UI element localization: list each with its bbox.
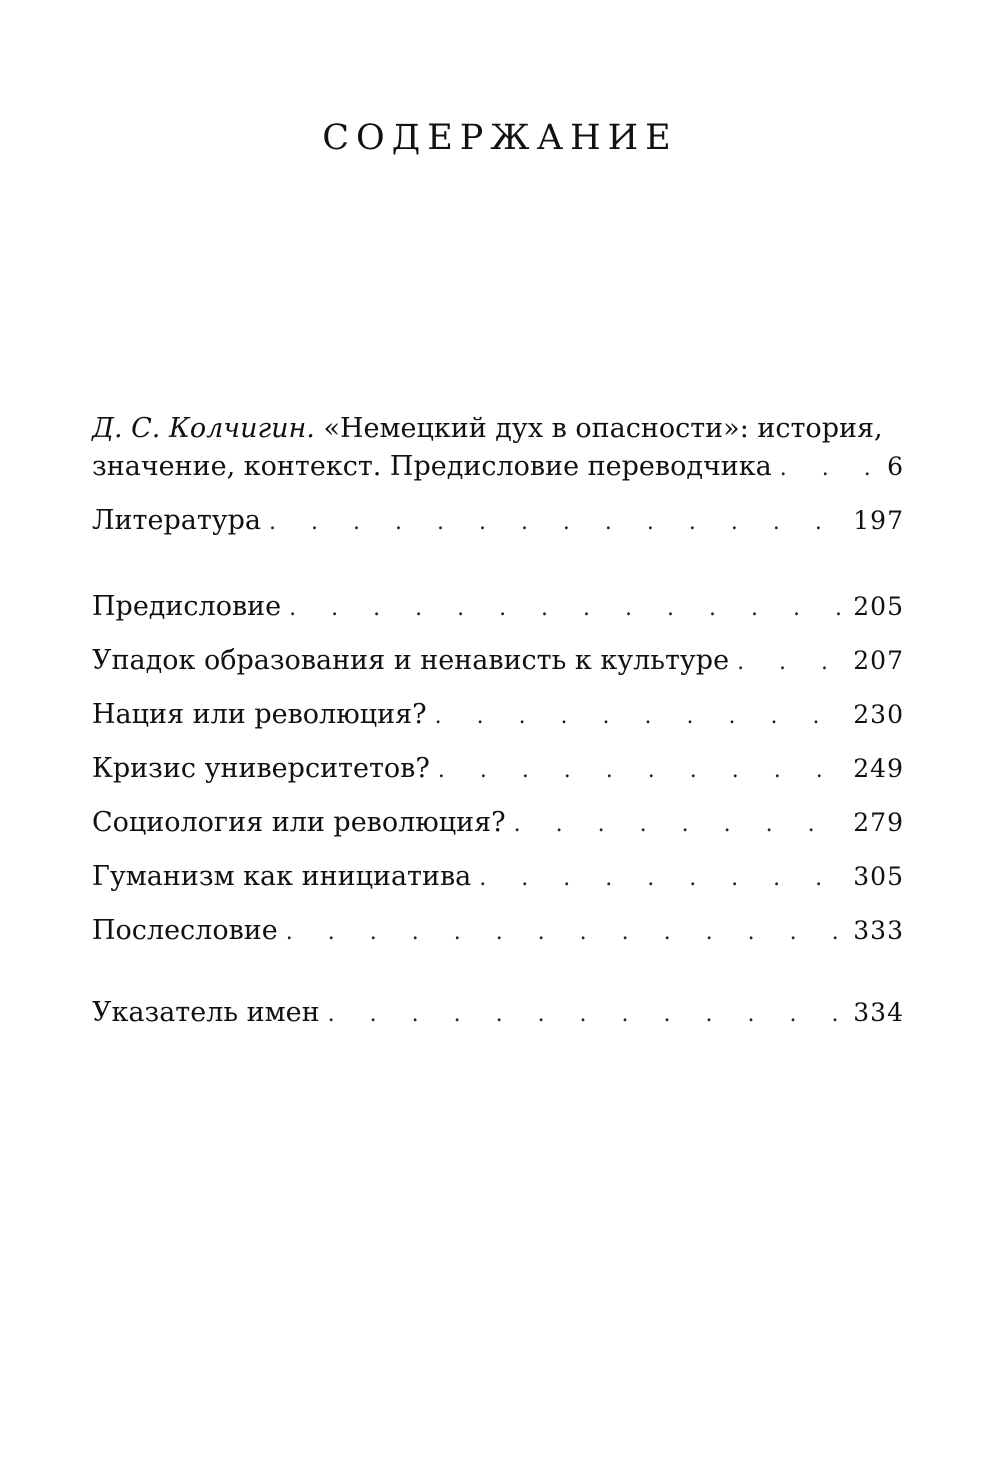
toc-entry-sociology-or-revolution[interactable]: [92, 804, 904, 844]
toc-entry-university-crisis[interactable]: [92, 750, 904, 790]
toc-entry-afterword[interactable]: [92, 912, 904, 952]
dot-leader: [438, 752, 845, 790]
toc-entry-literature[interactable]: [92, 502, 904, 542]
toc-entry-page: 334: [853, 998, 904, 1027]
toc-entry-preface[interactable]: [92, 588, 904, 628]
toc-entry-title: Социология или революция?: [92, 807, 506, 838]
toc-entry-page: 333: [853, 916, 904, 945]
toc-entry-page: 279: [853, 808, 904, 837]
toc-entry-title: Кризис университетов?: [92, 753, 430, 784]
toc-entry-page: 249: [853, 754, 904, 783]
toc-entry-humanism-as-initiative[interactable]: [92, 858, 904, 898]
dot-leader: [289, 590, 845, 628]
toc-entry-page: 205: [853, 592, 904, 621]
toc-entry-title: Послесловие: [92, 915, 278, 946]
toc-entry-title: Литература: [92, 505, 262, 536]
dot-leader: [514, 806, 846, 844]
toc-entry-title: Нация или революция?: [92, 699, 427, 730]
toc-entry-preface-translator[interactable]: [92, 410, 904, 488]
toc-entry-page: 305: [853, 862, 904, 891]
toc-entry-title: Указатель имен: [92, 997, 320, 1028]
toc-entry-title: Гуманизм как инициатива: [92, 861, 472, 892]
page-title: СОДЕРЖАНИЕ: [322, 118, 678, 158]
dot-leader: [780, 450, 879, 488]
toc-entry-page: 6: [887, 452, 904, 481]
dot-leader: [328, 996, 846, 1034]
dot-leader: [435, 698, 846, 736]
toc-entry-title-line2: значение, контекст. Предисловие переводчика: [92, 451, 772, 482]
toc-entry-author: Д. С. Колчигин.: [92, 413, 315, 444]
toc-entry-page: 230: [853, 700, 904, 729]
table-of-contents: [92, 410, 904, 1034]
toc-entry-title-line1: «Немецкий дух в опасности»: история,: [323, 413, 883, 444]
toc-entry-name-index[interactable]: [92, 994, 904, 1034]
toc-entry-page: 197: [853, 506, 904, 535]
dot-leader: [286, 914, 846, 952]
toc-entry-page: 207: [853, 646, 904, 675]
toc-entry-decline-of-education[interactable]: [92, 642, 904, 682]
toc-entry-title: Предисловие: [92, 591, 282, 622]
dot-leader: [479, 860, 845, 898]
toc-entry-title: Упадок образования и ненависть к культуре: [92, 645, 730, 676]
dot-leader: [737, 644, 845, 682]
dot-leader: [269, 504, 845, 542]
toc-entry-nation-or-revolution[interactable]: [92, 696, 904, 736]
